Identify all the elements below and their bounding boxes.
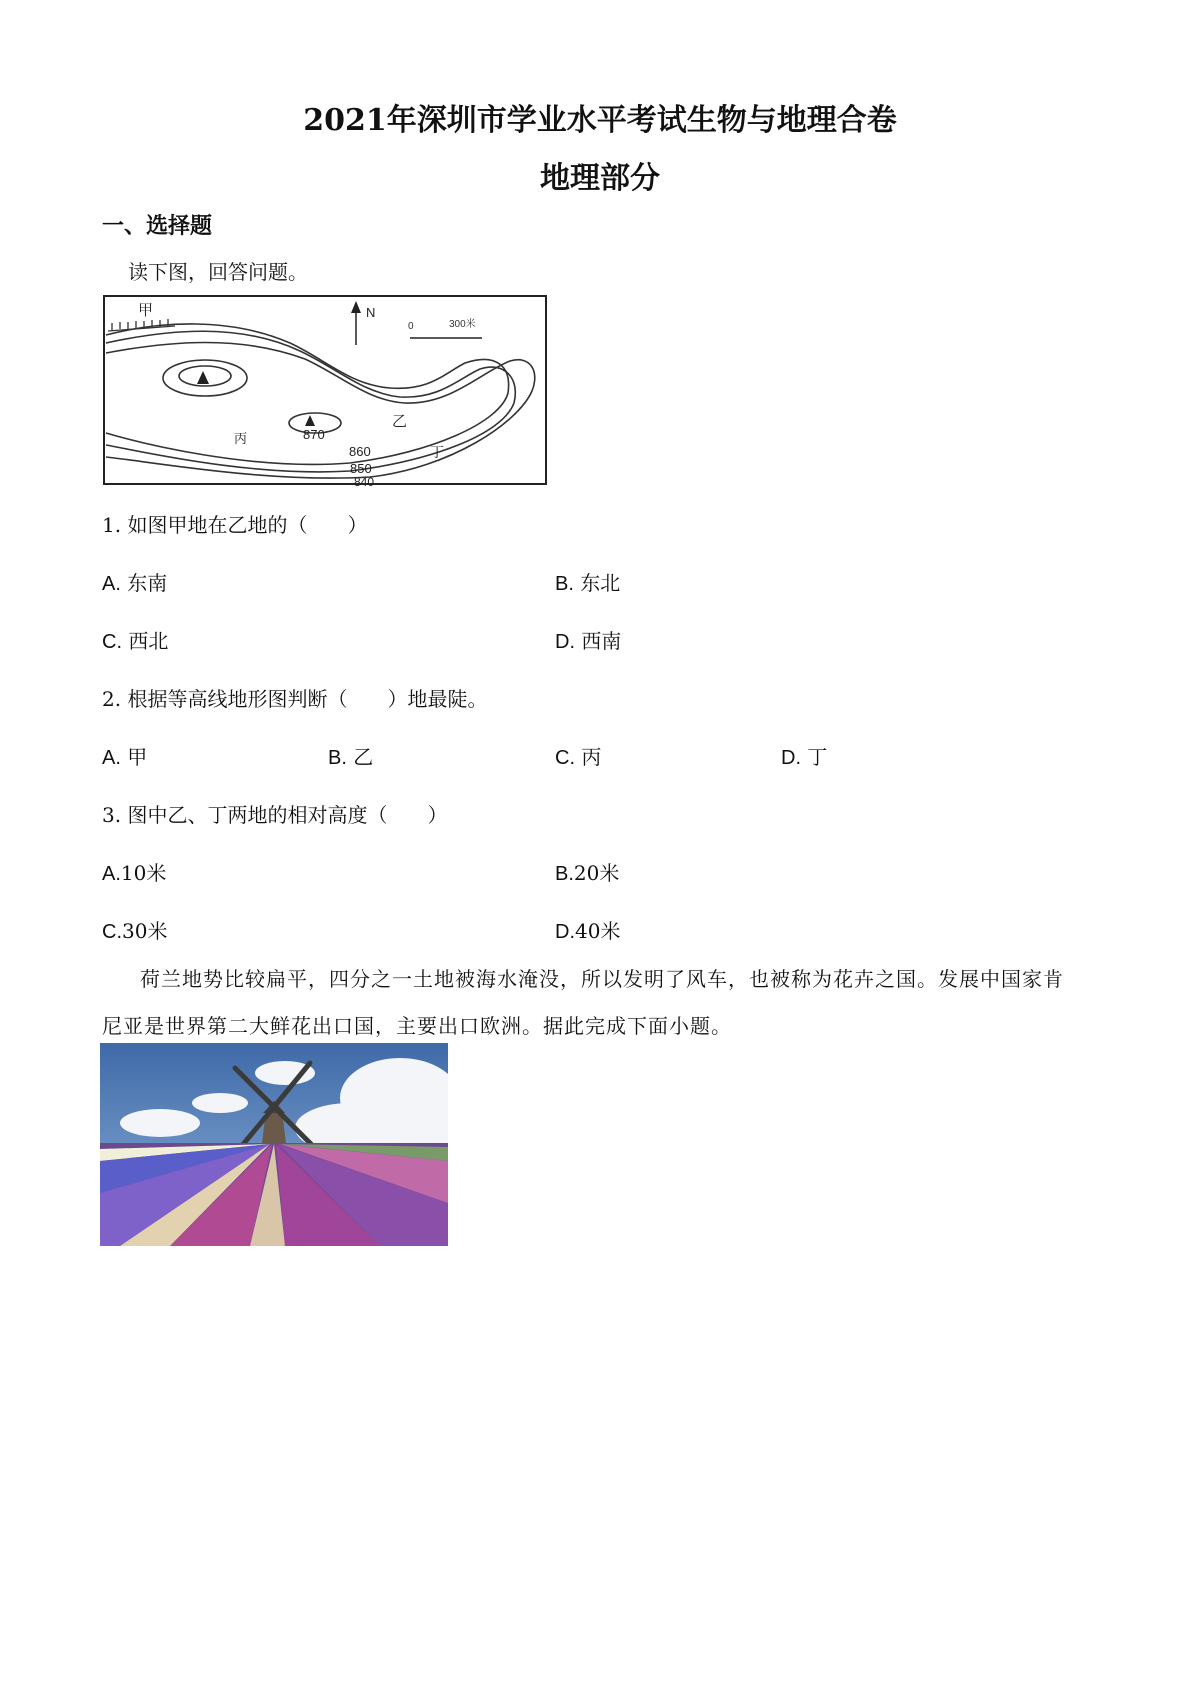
map-label-ding: 丁 (430, 444, 444, 460)
q1-option-c[interactable] (102, 625, 168, 654)
q1-option-d[interactable] (555, 625, 621, 654)
option-letter: C. (102, 921, 122, 943)
q3-option-a[interactable] (102, 857, 166, 886)
question-stem-3: 3. 图中乙、丁两地的相对高度（ ） (102, 803, 448, 827)
question-stem-2: 2. 根据等高线地形图判断（ ）地最陡。 (102, 687, 488, 711)
q2-option-b[interactable] (328, 741, 373, 770)
document-subtitle: 地理部分 (540, 161, 660, 196)
q2-option-c[interactable] (555, 741, 601, 770)
option-text: 东南 (127, 571, 168, 595)
option-letter: C. (102, 631, 122, 653)
contour-label-850: 850 (350, 461, 372, 476)
q1-option-b[interactable] (555, 567, 620, 596)
map-label-jia: 甲 (138, 302, 154, 319)
windmill-tulip-field-photo (100, 1043, 448, 1246)
contour-map (100, 293, 550, 489)
option-text: 西北 (128, 629, 169, 653)
option-text: 甲 (127, 745, 148, 769)
map-label-bing: 丙 (234, 431, 248, 446)
option-letter: B. (555, 573, 574, 595)
option-text: 40米 (575, 919, 621, 943)
option-letter: D. (781, 747, 801, 769)
scale-zero-label: 0 (408, 321, 414, 332)
north-label: N (366, 305, 376, 320)
option-text: 丙 (581, 745, 602, 769)
passage-line-2: 尼亚是世界第二大鲜花出口国，主要出口欧洲。据此完成下面小题。 (102, 1014, 732, 1038)
q2-option-a[interactable] (102, 741, 147, 770)
option-text: 20米 (573, 861, 620, 885)
option-letter: C. (555, 747, 575, 769)
option-letter: A. (102, 747, 121, 769)
option-text: 乙 (353, 745, 374, 769)
option-text: 10米 (120, 861, 167, 885)
option-text: 西南 (581, 629, 622, 653)
option-text: 丁 (807, 745, 828, 769)
option-text: 东北 (580, 571, 621, 595)
document-title: 2021年深圳市学业水平考试生物与地理合卷 (303, 103, 897, 138)
option-letter: B. (328, 747, 347, 769)
q3-option-b[interactable] (555, 857, 619, 886)
q3-option-c[interactable] (102, 915, 167, 944)
map-label-yi: 乙 (392, 413, 408, 430)
question-stem-1: 1. 如图甲地在乙地的（ ） (102, 513, 368, 537)
scale-value-label: 300米 (449, 319, 476, 330)
section-heading: 一、选择题 (102, 213, 213, 239)
contour-label-840: 840 (354, 475, 375, 489)
option-letter: D. (555, 631, 575, 653)
contour-label-870: 870 (303, 427, 325, 442)
contour-label-860: 860 (349, 444, 371, 459)
option-letter: A. (102, 573, 121, 595)
flower-rows (100, 1144, 448, 1246)
q3-option-d[interactable] (555, 915, 620, 944)
option-text: 30米 (122, 919, 168, 943)
option-letter: A. (102, 863, 121, 885)
option-letter: B. (555, 863, 574, 885)
option-letter: D. (555, 921, 575, 943)
intro-text: 读下图，回答问题。 (128, 260, 308, 284)
q2-option-d[interactable] (781, 741, 827, 770)
q1-option-a[interactable] (102, 567, 167, 596)
passage-line-1: 荷兰地势比较扁平，四分之一土地被海水淹没，所以发明了风车，也被称为花卉之国。发展中国家肯 (140, 967, 1064, 991)
